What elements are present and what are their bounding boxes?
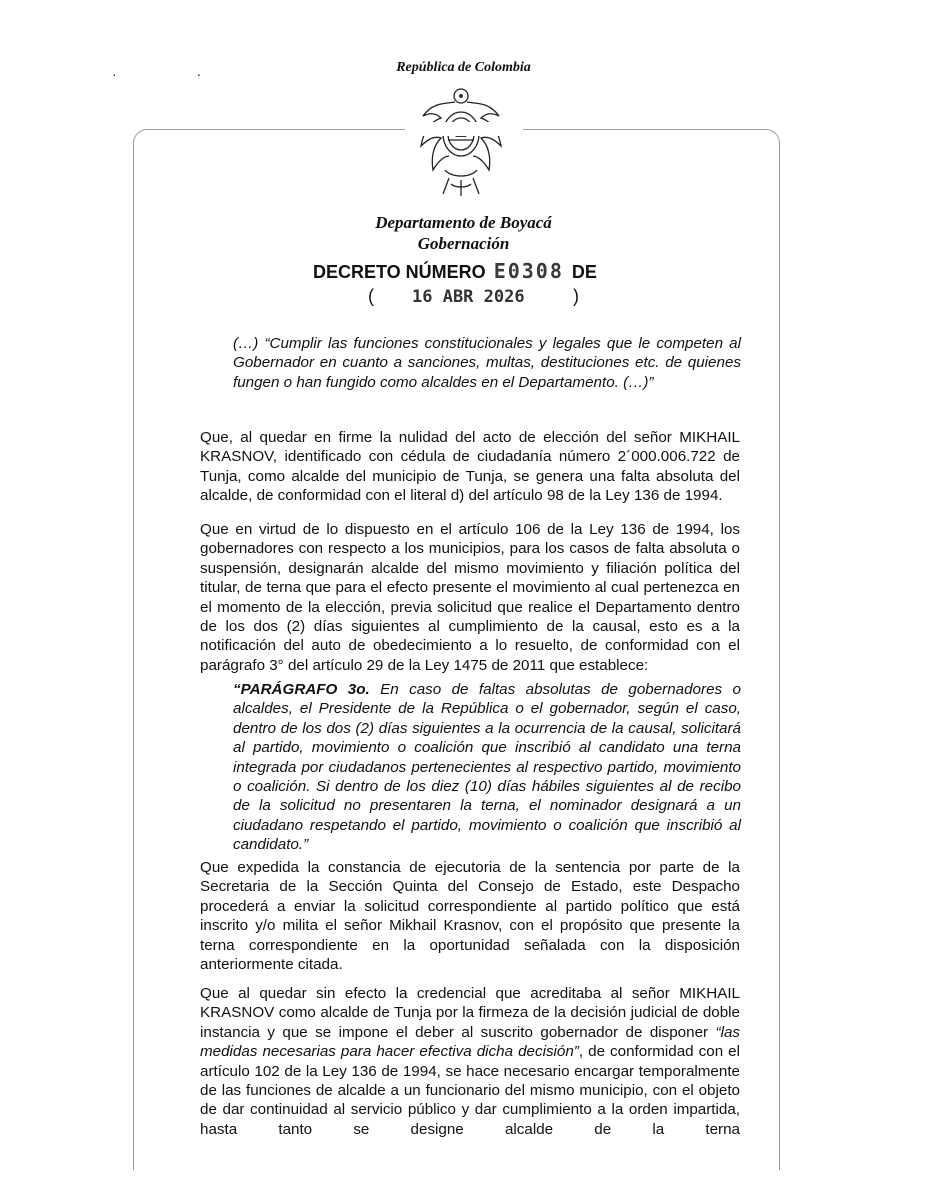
frame-gap — [405, 122, 523, 136]
scan-specks: · · — [112, 66, 240, 82]
gobernacion-heading: Gobernación — [417, 234, 510, 253]
quote-paragraph-1: (…) “Cumplir las funciones constitucionales y legales que le competen al Gobernador en cuanto a sanciones, multas, destituciones etc. de quienes fungen o han fungido como alcaldes en el Departamento. (…)” — [233, 335, 741, 391]
quote-paragraph-2 — [233, 680, 741, 855]
body4-part-a: Que al quedar sin efecto la credencial que acreditaba al señor MIKHAIL KRASNOV como alcalde de Tunja por la firmeza de la decisión judicial de doble instancia y que se impone el deber al suscrito gobernador de disponer — [200, 985, 740, 1041]
decreto-number-stamp: E0308 — [493, 259, 564, 283]
body-paragraph-2: Que en virtud de lo dispuesto en el artículo 106 de la Ley 136 de 1994, los gobernadores con respecto a los municipios, para los casos de falta absoluta o suspensión, designarán alcalde del mismo movimiento y filiación política del titular, de terna que para el efecto presente el movimiento al cual pertenezca en el momento de la elección, previa solicitud que realice el Departamento dentro de los dos (2) días siguientes al cumplimiento de la causal, esto es a la notificación del auto de obedecimiento a lo resuelto, de conformidad con el parágrafo 3° del artículo 29 de la Ley 1475 de 2011 que establece: — [200, 521, 740, 674]
decreto-de: DE — [571, 262, 597, 282]
header-block — [0, 212, 927, 254]
departamento-heading: Departamento de Boyacá — [375, 213, 552, 232]
decreto-title — [313, 259, 597, 283]
paren-close: ) — [573, 286, 579, 306]
body-paragraph-1: Que, al quedar en firme la nulidad del acto de elección del señor MIKHAIL KRASNOV, identificado con cédula de ciudadanía número 2´000.006.722 de Tunja, como alcalde del municipio de Tunja, se genera una falta absoluta del alcalde, de conformidad con el literal d) del artículo 98 de la Ley 136 de 1994. — [200, 429, 740, 505]
paragrafo-text: En caso de faltas absolutas de gobernadores o alcaldes, el Presidente de la República o el gobernador, según el caso, dentro de los dos (2) días siguientes a la ocurrencia de la causal, solicitará al partido, movimiento o coalición que inscribió al candidato una terna integrada por ciudadanos pertenecientes al respectivo partido, movimiento o coalición. Si dentro de los diez (10) días hábiles siguientes al de recibo de la solicitud no presentaren la terna, el nominador designará a un ciudadano respetando el partido, movimiento o coalición que inscribió al candidato.” — [233, 681, 741, 854]
body4-part-b: , de conformidad con el artículo 102 de la Ley 136 de 1994, se hace necesario encargar temporalmente de las funciones de alcalde a un funcionario del mismo municipio, con el objeto de dar continuidad al servicio público y dar cumplimiento a la orden impartida, hasta tanto se designe alcalde de la terna — [200, 1043, 740, 1138]
body-paragraph-4 — [200, 984, 740, 1139]
paren-open: ( — [368, 286, 374, 306]
body4-quote: “las medidas necesarias para hacer efectiva dicha decisión” — [200, 1023, 740, 1061]
paragrafo-lead: “PARÁGRAFO 3o. — [233, 681, 370, 698]
decreto-date — [368, 286, 579, 307]
decreto-label: DECRETO NÚMERO — [313, 262, 486, 282]
date-stamp: 16 ABR 2026 — [412, 287, 525, 307]
republica-heading: República de Colombia — [396, 60, 531, 75]
body-paragraph-3: Que expedida la constancia de ejecutoria de la sentencia por parte de la Secretaria de la Sección Quinta del Consejo de Estado, este Despacho procederá a enviar la solicitud correspondiente al partido político que está inscrito y/o milita el señor Mikhail Krasnov, con el propósito que presente la terna correspondiente en la oportunidad señalada con la disposición anteriormente citada. — [200, 859, 740, 974]
